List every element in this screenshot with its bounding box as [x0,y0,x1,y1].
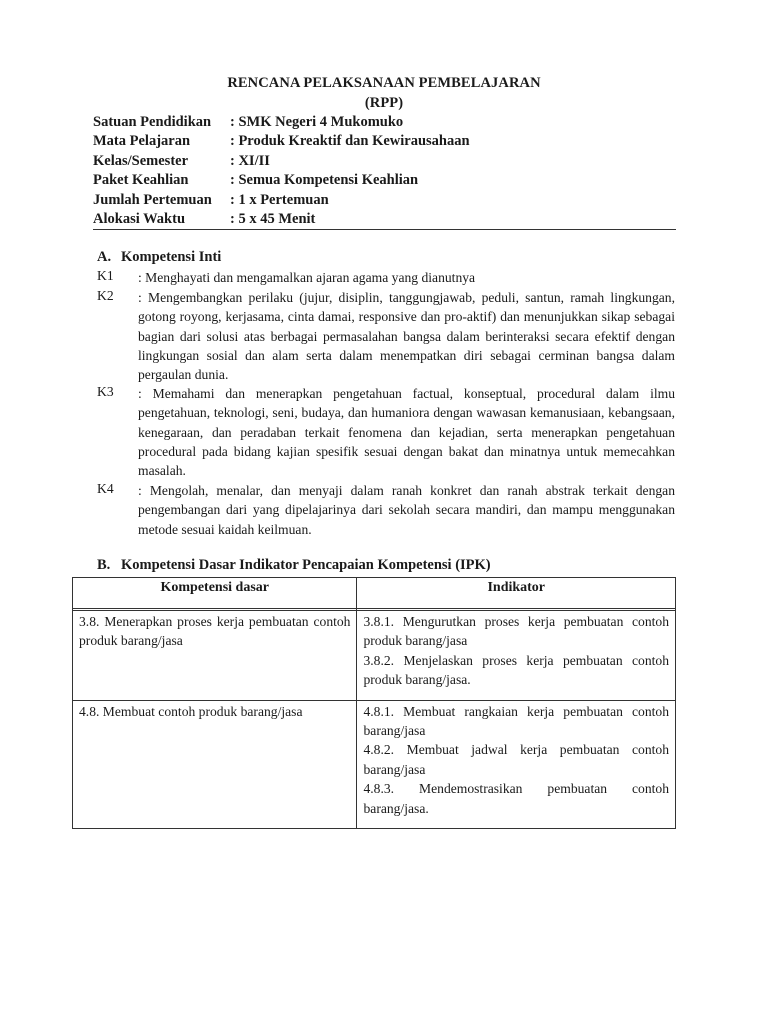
table-row [73,700,676,828]
document-subtitle: (RPP) [364,95,404,111]
info-row-kelas [93,152,470,171]
kd-cell: 3.8. Menerapkan proses kerja pembuatan contoh produk barang/jasa [73,611,357,701]
section-title: Kompetensi Dasar Indikator Pencapaian Kompetensi (IPK) [121,557,491,573]
info-value: : SMK Negeri 4 Mukomuko [230,114,404,130]
divider [93,229,676,230]
info-label: Kelas/Semester [93,152,189,169]
indicator-item: 4.8.3. Mendemostrasikan pembuatan contoh barang/jasa. [363,781,669,816]
ki-code: K2 [97,288,114,303]
ki-text: : Mengolah, menalar, dan menyaji dalam ranah konkret dan ranah abstrak terkait dengan pengembangan dari yang dipelajarinya dari sekolah secara mandiri, dan mampu menggunakan metode sesuai kaidah keilmuan. [138,483,675,537]
ki-code: K3 [97,384,114,399]
info-row-paket [93,171,470,190]
ki-code: K4 [97,481,114,496]
info-label: Jumlah Pertemuan [93,191,212,208]
section-number: A. [97,249,112,265]
indicator-item: 3.8.2. Menjelaskan proses kerja pembuatan contoh produk barang/jasa. [363,652,669,688]
ki-code: K1 [97,268,114,283]
info-label: Alokasi Waktu [93,210,186,227]
ki-text: : Menghayati dan mengamalkan ajaran agama yang dianutnya [138,270,476,285]
indicator-item: 3.8.1. Mengurutkan proses kerja pembuatan contoh produk barang/jasa [363,614,669,649]
info-value: : Produk Kreaktif dan Kewirausahaan [230,133,470,150]
info-value: : Semua Kompetensi Keahlian [230,172,419,189]
info-label: Mata Pelajaran [93,133,191,150]
table-row [73,611,676,701]
indicator-cell [357,700,676,828]
info-row-pertemuan [93,191,470,210]
ki-item-k3 [97,384,675,480]
info-label: Satuan Pendidikan [93,114,212,130]
indicator-item: 4.8.1. Membuat rangkaian kerja pembuatan contoh barang/jasa [363,703,669,739]
section-a-heading [97,249,221,266]
info-row-mapel [93,132,470,151]
document-title: RENCANA PELAKSANAAN PEMBELAJARAN [227,75,541,91]
kd-table [72,577,676,829]
info-label: Paket Keahlian [93,172,189,189]
info-table [93,113,470,229]
section-title: Kompetensi Inti [121,249,222,265]
table-header-row [73,578,676,609]
indicator-cell [357,611,676,701]
info-row-satuan [93,113,470,132]
ki-item-k4 [97,481,675,539]
ki-text: : Mengembangkan perilaku (jujur, disiplin, tanggungjawab, peduli, santun, ramah lingkungan, gotong royong, kerjasama, cinta damai, responsive dan pro-aktif) dan menunjukkan sikap sebagai bagian dari solusi atas berbagai permasalahan bangsa dalam berinteraksi secara efektif dengan lingkungan sosial dan alam serta dalam menempatkan diri sebagai cerminan bangsa dalam pergaulan dunia. [138,290,675,383]
info-value: : 1 x Pertemuan [230,191,329,208]
column-header-indikator: Indikator [357,578,676,609]
ki-text: : Memahami dan menerapkan pengetahuan factual, konseptual, procedural dalam ilmu pengetahuan, teknologi, seni, budaya, dan humaniora dengan wawasan kemanusiaan, kebangsaan, kenegaraan, dan peradaban terkait fenomena dan kejadian, serta menerapkan pengetahuan procedural pada bidang kajian spesifik sesuai dengan bakat dan minatnya untuk memecahkan masalah. [138,386,675,479]
indicator-item: 4.8.2. Membuat jadwal kerja pembuatan contoh barang/jasa [363,742,669,777]
info-row-alokasi [93,210,470,229]
ki-item-k2 [97,288,675,384]
section-number: B. [97,557,111,573]
info-value: : 5 x 45 Menit [230,210,316,227]
ki-item-k1 [97,268,675,287]
section-b-heading [97,557,491,574]
info-value: : XI/II [230,152,270,169]
column-header-kd: Kompetensi dasar [73,578,357,609]
kd-cell: 4.8. Membuat contoh produk barang/jasa [73,700,357,828]
